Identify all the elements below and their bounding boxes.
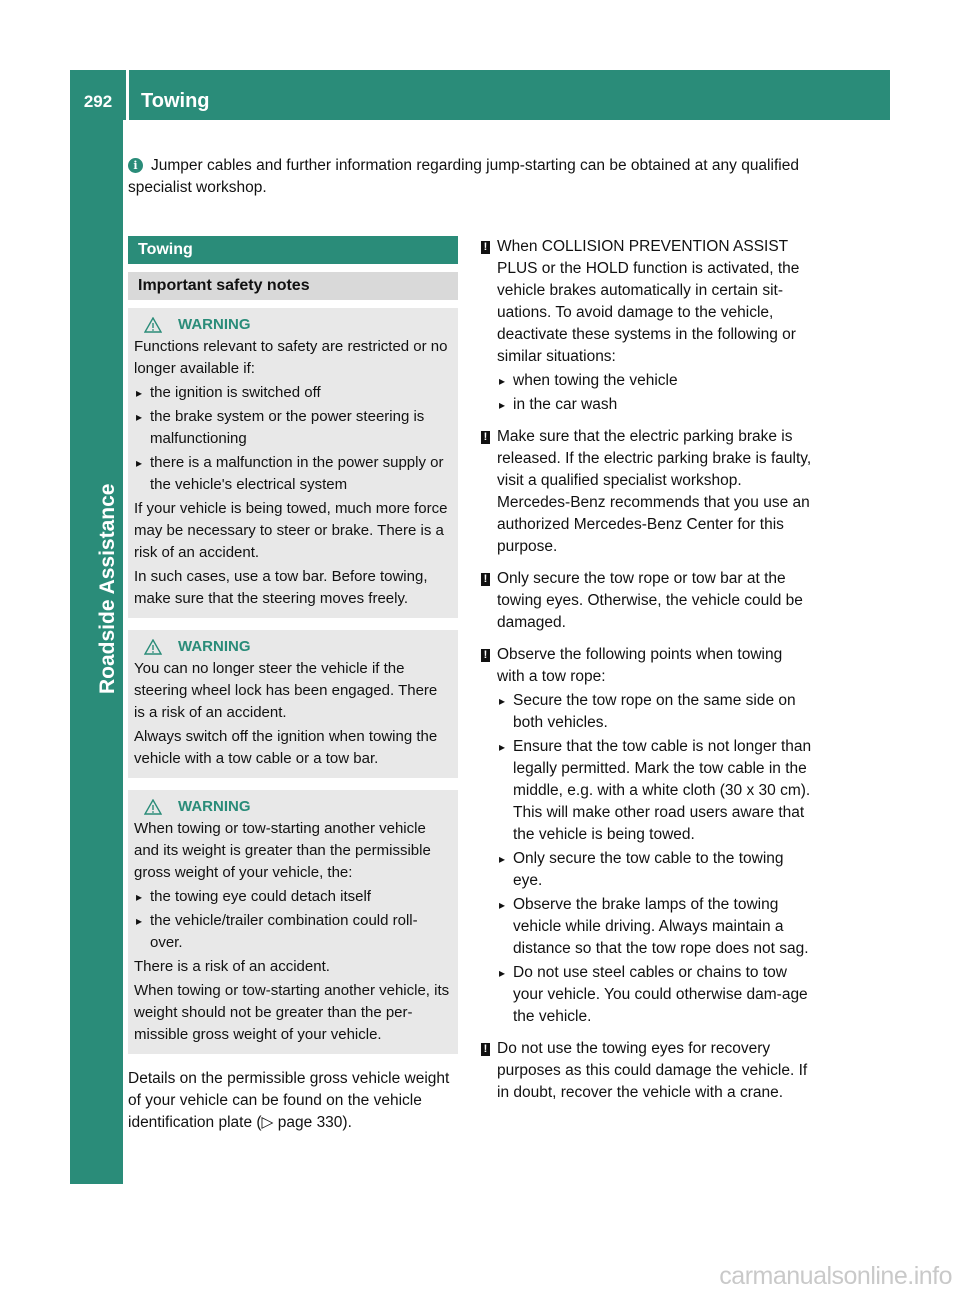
details-paragraph: Details on the permissible gross vehicle weight of your vehicle can be found on the vehicle identification plate (▷ page 330).	[128, 1070, 450, 1131]
warning-header	[134, 314, 450, 336]
info-note	[128, 155, 828, 199]
caution-note	[481, 236, 813, 416]
bullet-item: ▸ the brake system or the power steering is malfunctioning	[134, 406, 450, 450]
bullet-item: ▸ when towing the vehicle	[497, 370, 813, 392]
warning-paragraph: When towing or tow-starting another vehicle, its weight should not be greater than the per-missible gross weight of your vehicle.	[134, 982, 450, 1043]
bullet-item: ▸ Ensure that the tow cable is not longer than legally permitted. Mark the tow cable in the middle, e.g. with a white cloth (30 x 30 cm). This will make other road users aware that the vehicle is being towed.	[497, 736, 813, 846]
warning-box	[128, 630, 458, 778]
exclamation-icon: !	[481, 431, 490, 444]
warning-triangle-icon	[144, 799, 162, 815]
bullet-item: ▸ Only secure the tow cable to the towing eye.	[497, 848, 813, 892]
warning-box	[128, 790, 458, 1054]
caution-text: Observe the following points when towing with a tow rope:	[497, 646, 783, 685]
caution-text: When COLLISION PREVENTION ASSIST PLUS or the HOLD function is activated, the vehicle brakes automatically in certain sit-uations. To avoid damage to the vehicle, deactivate these systems in the following or similar situations:	[497, 238, 800, 365]
exclamation-icon: !	[481, 649, 490, 662]
caution-note	[481, 568, 813, 634]
bullet-item: ▸ Observe the brake lamps of the towing vehicle while driving. Always maintain a distance so that the tow rope does not sag.	[497, 894, 813, 960]
caution-text: Make sure that the electric parking brake is released. If the electric parking brake is faulty, visit a qualified specialist workshop. Mercedes-Benz recommends that you use an authorized Mercedes-Benz Center for this purpose.	[497, 428, 812, 555]
warning-intro: When towing or tow-starting another vehicle and its weight is greater than the permissible gross weight of your vehicle, the:	[134, 820, 431, 881]
warning-label: WARNING	[178, 798, 251, 815]
warning-label: WARNING	[178, 316, 251, 333]
bullet-item: ▸ there is a malfunction in the power supply or the vehicle's electrical system	[134, 452, 450, 496]
subsection-title: Important safety notes	[128, 272, 458, 300]
header-divider	[126, 70, 129, 120]
bullet-item: ▸ in the car wash	[497, 394, 813, 416]
warning-paragraph: In such cases, use a tow bar. Before towing, make sure that the steering moves freely.	[134, 568, 428, 607]
bullet-item: ▸ Secure the tow rope on the same side on both vehicles.	[497, 690, 813, 734]
info-icon: i	[128, 158, 143, 173]
bullet-item: ▸ the towing eye could detach itself	[134, 886, 450, 908]
side-tab-label: Roadside Assistance	[96, 483, 119, 694]
warning-triangle-icon	[144, 639, 162, 655]
side-tab-label-wrap	[81, 483, 119, 724]
caution-text: Do not use the towing eyes for recovery purposes as this could damage the vehicle. If in doubt, recover the vehicle with a crane.	[497, 1040, 808, 1101]
warning-header	[134, 636, 450, 658]
page-number: 292	[83, 92, 113, 111]
warning-paragraph: Always switch off the ignition when towing the vehicle with a tow cable or a tow bar.	[134, 728, 438, 767]
bullet-item: ▸ the vehicle/trailer combination could roll-over.	[134, 910, 450, 954]
caution-text: Only secure the tow rope or tow bar at the towing eyes. Otherwise, the vehicle could be damaged.	[497, 570, 803, 631]
caution-note	[481, 1038, 813, 1104]
left-column	[128, 236, 458, 1150]
exclamation-icon: !	[481, 1043, 490, 1056]
watermark: carmanualsonline.info	[719, 1262, 952, 1290]
warning-paragraph: If your vehicle is being towed, much more force may be necessary to steer or brake. There is a risk of an accident.	[134, 500, 448, 561]
warning-paragraph: You can no longer steer the vehicle if the steering wheel lock has been engaged. There is a risk of an accident.	[134, 660, 438, 721]
info-note-text: Jumper cables and further information regarding jump-starting can be obtained at any qualified specialist workshop.	[128, 157, 799, 196]
warning-header	[134, 796, 450, 818]
page-title: Towing	[141, 90, 210, 112]
warning-paragraph: There is a risk of an accident.	[134, 958, 330, 975]
right-column	[481, 236, 813, 1104]
caution-note	[481, 644, 813, 1028]
bullet-item: ▸ Do not use steel cables or chains to tow your vehicle. You could otherwise dam-age the vehicle.	[497, 962, 813, 1028]
warning-intro: Functions relevant to safety are restricted or no longer available if:	[134, 338, 448, 377]
warning-triangle-icon	[144, 317, 162, 333]
exclamation-icon: !	[481, 573, 490, 586]
bullet-item: ▸ the ignition is switched off	[134, 382, 450, 404]
exclamation-icon: !	[481, 241, 490, 254]
warning-label: WARNING	[178, 638, 251, 655]
section-title: Towing	[128, 236, 458, 264]
caution-note	[481, 426, 813, 558]
warning-box	[128, 308, 458, 618]
